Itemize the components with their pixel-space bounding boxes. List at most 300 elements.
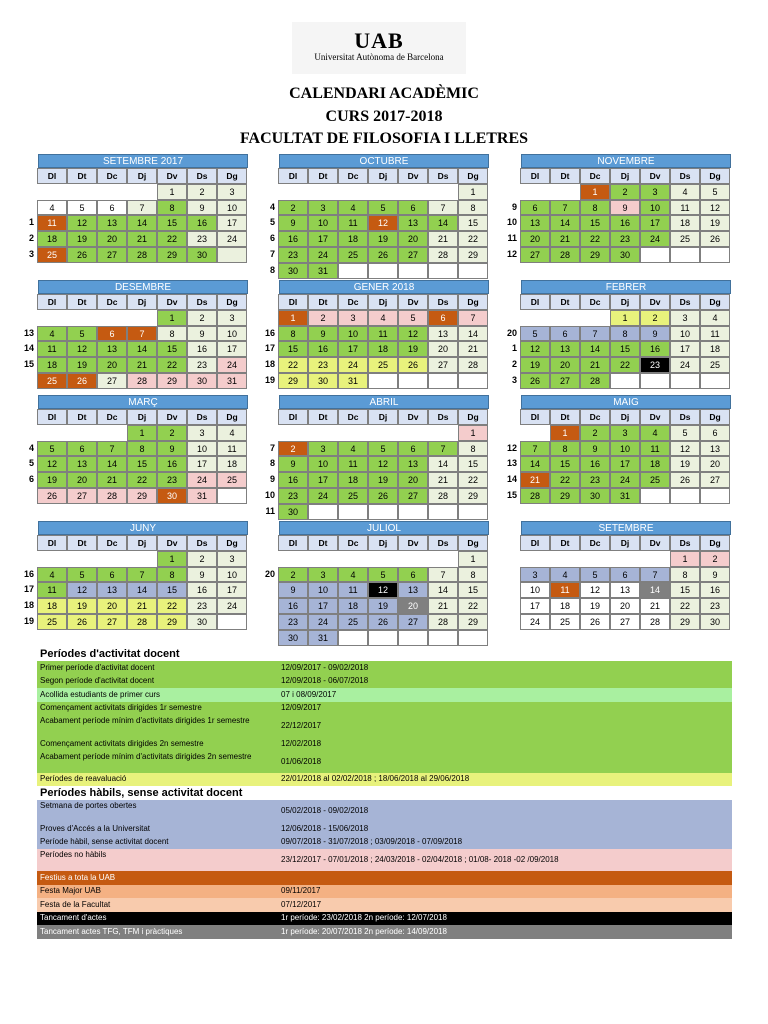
day-cell: 7: [580, 326, 610, 342]
week-number: 13: [506, 458, 517, 469]
day-cell: [67, 551, 97, 567]
day-cell: 7: [97, 441, 127, 457]
month-header: MARÇ: [38, 395, 248, 409]
weekday-name: Ds: [670, 294, 700, 310]
day-cell: 9: [610, 200, 640, 216]
day-cell: 30: [610, 247, 640, 263]
day-cell: 23: [187, 357, 217, 373]
day-cell: 8: [458, 441, 488, 457]
legend-value: 07 i 08/09/2017: [281, 689, 337, 699]
day-cell: 2: [278, 200, 308, 216]
weekday-name: Dc: [97, 168, 127, 184]
weekday-name: Dj: [368, 168, 398, 184]
weekday-name: Ds: [670, 535, 700, 551]
day-cell: [458, 263, 488, 279]
weekday-name: Dg: [700, 409, 730, 425]
week-row: [511, 357, 731, 373]
month-header: OCTUBRE: [279, 154, 489, 168]
weekday-name: Dl: [278, 535, 308, 551]
month-header: JULIOL: [279, 521, 489, 535]
day-cell: [97, 551, 127, 567]
legend-value: 22/01/2018 al 02/02/2018 ; 18/06/2018 al 29/06/2018: [281, 774, 470, 784]
weekday-name: Dj: [127, 535, 157, 551]
month-header: GENER 2018: [279, 280, 489, 294]
day-cell: 6: [398, 441, 428, 457]
title-course: CURS 2017-2018: [325, 108, 443, 125]
day-cell: 1: [580, 184, 610, 200]
day-cell: 26: [580, 614, 610, 630]
week-number: 19: [23, 615, 34, 626]
legend-value: 12/09/2017 - 09/02/2018: [281, 662, 369, 672]
day-cell: 27: [520, 247, 550, 263]
day-cell: 20: [398, 472, 428, 488]
week-number: [253, 598, 275, 614]
day-cell: 3: [640, 184, 670, 200]
day-cell: 4: [368, 310, 398, 326]
day-cell: 20: [520, 231, 550, 247]
day-cell: 1: [610, 310, 640, 326]
day-cell: 20: [398, 231, 428, 247]
week-number: 16: [264, 327, 275, 338]
weekday-name: Ds: [187, 168, 217, 184]
day-cell: 7: [520, 441, 550, 457]
week-number: [253, 614, 275, 630]
month-header: DESEMBRE: [38, 280, 248, 294]
day-cell: 2: [308, 310, 338, 326]
day-cell: 27: [398, 614, 428, 630]
day-cell: 4: [338, 441, 368, 457]
weekday-name: Ds: [187, 409, 217, 425]
day-cell: 18: [217, 456, 247, 472]
week-row: [38, 184, 248, 200]
day-cell: 21: [550, 231, 580, 247]
weekday-row: [279, 294, 489, 310]
week-number: 18: [264, 359, 275, 370]
week-row: [506, 247, 731, 263]
week-row: [269, 456, 489, 472]
week-number: 2: [511, 359, 517, 370]
day-cell: 5: [670, 425, 700, 441]
week-number: [12, 425, 34, 441]
weekday-name: Dg: [217, 294, 247, 310]
weekday-row: [521, 535, 731, 551]
weekday-name: Dg: [217, 168, 247, 184]
week-row: [279, 614, 489, 630]
legend-label: Començament activitats dirigides 2n semestre: [40, 738, 204, 748]
weekday-name: Dc: [338, 294, 368, 310]
legend-label: Acabament període mínim d'activitats dirigides 1r semestre: [40, 716, 250, 725]
day-cell: 29: [278, 373, 308, 389]
day-cell: 14: [550, 215, 580, 231]
day-cell: 14: [458, 326, 488, 342]
weekday-name: Dg: [700, 535, 730, 551]
day-cell: 12: [700, 200, 730, 216]
day-cell: 20: [610, 598, 640, 614]
weekday-row: [279, 168, 489, 184]
legend-row: [37, 800, 732, 822]
weekday-name: Ds: [428, 409, 458, 425]
legend-label: Períodes de reavaluació: [40, 774, 127, 784]
legend-value: 1r període: 23/02/2018 2n període: 12/07/2018: [281, 913, 447, 923]
week-row: [521, 425, 731, 441]
day-cell: 29: [458, 247, 488, 263]
week-row: [28, 215, 248, 231]
weekday-name: Ds: [428, 294, 458, 310]
legend-row: [37, 751, 732, 773]
logo-mark: UAB: [354, 28, 404, 53]
day-cell: 3: [308, 567, 338, 583]
day-cell: 20: [398, 598, 428, 614]
week-row: [23, 614, 248, 630]
day-cell: 24: [187, 472, 217, 488]
day-cell: [368, 373, 398, 389]
month-2: [506, 154, 731, 263]
day-cell: 1: [670, 551, 700, 567]
day-cell: 26: [67, 373, 97, 389]
week-number: 19: [264, 374, 275, 385]
day-cell: [338, 184, 368, 200]
day-cell: 5: [368, 441, 398, 457]
week-row: [269, 200, 489, 216]
week-number: [495, 598, 517, 614]
week-number: 5: [269, 217, 275, 228]
legend-value: 05/02/2018 - 09/02/2018: [281, 806, 369, 815]
legend-value: 07/12/2017: [281, 899, 322, 909]
day-cell: 16: [187, 215, 217, 231]
day-cell: 22: [610, 357, 640, 373]
day-cell: 1: [550, 425, 580, 441]
day-cell: 26: [37, 488, 67, 504]
day-cell: [580, 551, 610, 567]
day-cell: 21: [127, 231, 157, 247]
day-cell: 2: [187, 310, 217, 326]
week-number: 6: [269, 233, 275, 244]
week-row: [511, 200, 731, 216]
day-cell: 13: [97, 582, 127, 598]
day-cell: 29: [127, 488, 157, 504]
day-cell: 23: [580, 472, 610, 488]
week-row: [264, 373, 489, 389]
week-row: [264, 341, 489, 357]
week-row: [279, 184, 489, 200]
weekday-name: Dc: [97, 294, 127, 310]
weekday-name: Dv: [157, 535, 187, 551]
week-row: [265, 504, 489, 520]
weekday-name: Dc: [580, 168, 610, 184]
weekday-name: Dc: [338, 535, 368, 551]
day-cell: 23: [278, 488, 308, 504]
day-cell: 14: [580, 341, 610, 357]
week-number: 18: [23, 600, 34, 611]
day-cell: 1: [458, 425, 488, 441]
week-row: [264, 326, 489, 342]
day-cell: 25: [338, 614, 368, 630]
week-row: [279, 598, 489, 614]
week-number: 2: [28, 233, 34, 244]
day-cell: 17: [520, 598, 550, 614]
day-cell: 21: [127, 357, 157, 373]
month-header: ABRIL: [279, 395, 489, 409]
day-cell: 3: [610, 425, 640, 441]
day-cell: 7: [127, 326, 157, 342]
legend-row: [37, 675, 732, 689]
day-cell: 23: [187, 598, 217, 614]
day-cell: [278, 184, 308, 200]
day-cell: 29: [157, 247, 187, 263]
week-row: [279, 310, 489, 326]
weekday-row: [38, 168, 248, 184]
day-cell: 6: [67, 441, 97, 457]
week-number: 11: [265, 505, 275, 516]
week-row: [23, 326, 248, 342]
month-0: [28, 154, 248, 263]
day-cell: 25: [37, 373, 67, 389]
day-cell: 2: [700, 551, 730, 567]
day-cell: 4: [37, 567, 67, 583]
day-cell: 18: [550, 598, 580, 614]
week-row: [269, 215, 489, 231]
day-cell: 14: [520, 456, 550, 472]
week-number: 8: [269, 458, 275, 469]
legend-row: [37, 925, 732, 939]
day-cell: [37, 425, 67, 441]
day-cell: 10: [520, 582, 550, 598]
day-cell: 3: [308, 441, 338, 457]
day-cell: 10: [217, 567, 247, 583]
week-row: [521, 310, 731, 326]
weekday-name: Dt: [308, 168, 338, 184]
day-cell: 9: [278, 582, 308, 598]
week-number: [495, 614, 517, 630]
day-cell: 5: [398, 310, 428, 326]
week-row: [521, 598, 731, 614]
day-cell: 14: [640, 582, 670, 598]
day-cell: 12: [398, 326, 428, 342]
day-cell: [308, 504, 338, 520]
day-cell: 8: [278, 326, 308, 342]
weekday-name: Dj: [368, 409, 398, 425]
day-cell: [580, 310, 610, 326]
day-cell: 5: [368, 567, 398, 583]
day-cell: 11: [640, 441, 670, 457]
day-cell: 13: [97, 341, 127, 357]
week-number: 15: [23, 359, 34, 370]
legend-row: [37, 871, 732, 885]
weekday-name: Dc: [580, 294, 610, 310]
week-number: [12, 200, 34, 216]
day-cell: [67, 425, 97, 441]
day-cell: [520, 425, 550, 441]
week-number: 20: [506, 327, 517, 338]
day-cell: 30: [157, 488, 187, 504]
day-cell: 17: [670, 341, 700, 357]
day-cell: 4: [37, 326, 67, 342]
day-cell: 25: [640, 472, 670, 488]
day-cell: [610, 551, 640, 567]
day-cell: 31: [217, 373, 247, 389]
title-faculty: FACULTAT DE FILOSOFIA I LLETRES: [239, 130, 529, 147]
day-cell: [278, 551, 308, 567]
day-cell: 19: [520, 357, 550, 373]
day-cell: 13: [398, 582, 428, 598]
day-cell: 25: [700, 357, 730, 373]
week-number: 13: [23, 327, 34, 338]
day-cell: 8: [157, 567, 187, 583]
week-row: [28, 441, 248, 457]
day-cell: [520, 310, 550, 326]
legend-label: Festa Major UAB: [40, 886, 101, 896]
uab-logo: [292, 22, 466, 74]
day-cell: 30: [187, 614, 217, 630]
day-cell: [670, 488, 700, 504]
weekday-name: Dv: [157, 168, 187, 184]
day-cell: 15: [127, 456, 157, 472]
day-cell: 8: [550, 441, 580, 457]
legend: [37, 647, 732, 939]
day-cell: 20: [97, 357, 127, 373]
day-cell: 9: [640, 326, 670, 342]
day-cell: 17: [610, 456, 640, 472]
legend-label: Acabament període mínim d'activitats dirigides 2n semestre: [40, 751, 252, 761]
week-row: [38, 551, 248, 567]
day-cell: 1: [127, 425, 157, 441]
week-number: [12, 373, 34, 389]
week-row: [511, 373, 731, 389]
day-cell: [700, 488, 730, 504]
day-cell: 23: [610, 231, 640, 247]
day-cell: 16: [157, 456, 187, 472]
weekday-name: Dt: [308, 535, 338, 551]
day-cell: [368, 425, 398, 441]
weekday-name: Dt: [308, 409, 338, 425]
day-cell: [97, 184, 127, 200]
day-cell: 15: [157, 215, 187, 231]
day-cell: 19: [368, 231, 398, 247]
weekday-name: Dg: [458, 168, 488, 184]
weekday-name: Dc: [580, 535, 610, 551]
day-cell: [97, 310, 127, 326]
month-header: FEBRER: [521, 280, 731, 294]
day-cell: 4: [338, 200, 368, 216]
weekday-name: Dj: [127, 168, 157, 184]
week-number: 14: [506, 474, 517, 485]
week-number: 17: [264, 343, 275, 354]
weekday-row: [521, 294, 731, 310]
day-cell: 16: [700, 582, 730, 598]
week-number: 10: [506, 217, 517, 228]
day-cell: [398, 504, 428, 520]
day-cell: 20: [97, 231, 127, 247]
day-cell: 30: [278, 263, 308, 279]
weekday-name: Dl: [37, 535, 67, 551]
weekday-name: Dt: [67, 409, 97, 425]
day-cell: 9: [278, 456, 308, 472]
month-10: [264, 521, 489, 646]
day-cell: 5: [37, 441, 67, 457]
weekday-name: Dv: [640, 535, 670, 551]
day-cell: 21: [127, 598, 157, 614]
weekday-name: Ds: [428, 535, 458, 551]
day-cell: 1: [157, 184, 187, 200]
day-cell: 3: [670, 310, 700, 326]
day-cell: 14: [127, 341, 157, 357]
month-7: [264, 395, 489, 520]
day-cell: 29: [458, 488, 488, 504]
day-cell: 12: [670, 441, 700, 457]
weekday-name: Dl: [520, 409, 550, 425]
day-cell: 17: [187, 456, 217, 472]
day-cell: [700, 247, 730, 263]
day-cell: 24: [308, 247, 338, 263]
legend-row: [37, 688, 732, 702]
day-cell: 18: [37, 357, 67, 373]
day-cell: 20: [428, 341, 458, 357]
day-cell: 12: [37, 456, 67, 472]
weekday-name: Dc: [580, 409, 610, 425]
weekday-name: Dg: [458, 294, 488, 310]
day-cell: 20: [700, 456, 730, 472]
day-cell: 26: [67, 614, 97, 630]
legend-heading-nonteaching: Períodes hàbils, sense activitat docent: [40, 787, 243, 799]
day-cell: 16: [278, 231, 308, 247]
day-cell: [217, 614, 247, 630]
legend-label: Períodes no hàbils: [40, 850, 107, 859]
day-cell: [368, 263, 398, 279]
day-cell: 13: [700, 441, 730, 457]
week-row: [28, 472, 248, 488]
day-cell: 1: [157, 310, 187, 326]
week-row: [279, 582, 489, 598]
day-cell: 6: [550, 326, 580, 342]
day-cell: 12: [67, 341, 97, 357]
day-cell: 22: [157, 231, 187, 247]
week-number: [495, 582, 517, 598]
weekday-name: Dl: [278, 409, 308, 425]
day-cell: 30: [308, 373, 338, 389]
weekday-name: Dj: [610, 168, 640, 184]
weekday-name: Dc: [338, 168, 368, 184]
day-cell: 29: [157, 614, 187, 630]
month-3: [23, 280, 248, 389]
day-cell: 11: [338, 215, 368, 231]
day-cell: 2: [278, 567, 308, 583]
day-cell: 21: [97, 472, 127, 488]
week-row: [279, 630, 489, 646]
legend-label: Tancament d'actes: [40, 913, 107, 923]
weekday-name: Dl: [520, 168, 550, 184]
week-number: [12, 488, 34, 504]
day-cell: 27: [428, 357, 458, 373]
month-9: [23, 521, 248, 630]
day-cell: 12: [368, 456, 398, 472]
day-cell: 9: [580, 441, 610, 457]
legend-value: 23/12/2017 - 07/01/2018 ; 24/03/2018 - 02/04/2018 ; 01/08- 2018 -02 /09/2018: [281, 855, 559, 864]
legend-row: [37, 885, 732, 899]
day-cell: 8: [127, 441, 157, 457]
day-cell: 10: [187, 441, 217, 457]
day-cell: 18: [640, 456, 670, 472]
day-cell: 2: [610, 184, 640, 200]
week-row: [269, 472, 489, 488]
day-cell: 20: [97, 598, 127, 614]
day-cell: 10: [640, 200, 670, 216]
week-row: [521, 551, 731, 567]
day-cell: 23: [278, 614, 308, 630]
day-cell: 22: [458, 598, 488, 614]
day-cell: [428, 263, 458, 279]
day-cell: 12: [580, 582, 610, 598]
day-cell: [338, 425, 368, 441]
